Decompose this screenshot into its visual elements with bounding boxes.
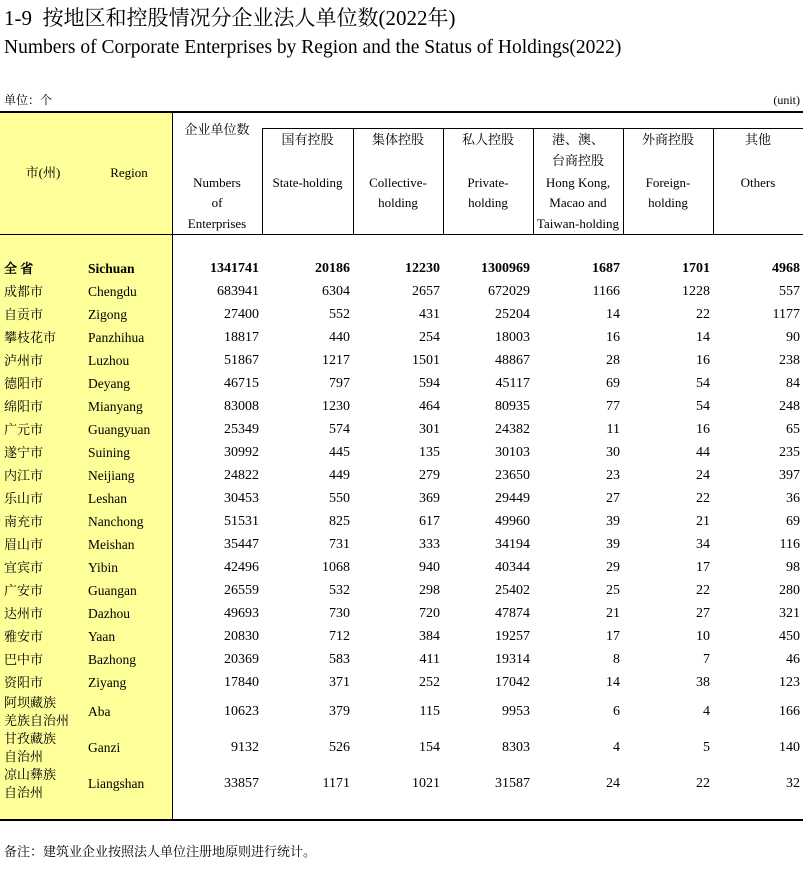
- cell-private-holding: 17042: [495, 674, 530, 690]
- region-name-english: Nanchong: [88, 513, 144, 529]
- table-row: [0, 510, 803, 533]
- cell-numbers-of-enterprises: 1341741: [210, 260, 259, 276]
- cell-hk-macao-taiwan-holding: 25: [606, 582, 620, 598]
- table-row: [0, 303, 803, 326]
- cell-collective-holding: 298: [419, 582, 440, 598]
- region-name-line: 成都市: [4, 283, 44, 299]
- region-name-line: 攀枝花市: [4, 329, 57, 345]
- cell-hk-macao-taiwan-holding: 16: [606, 329, 620, 345]
- header-foreign-holding-zh: 外商控股: [641, 132, 694, 147]
- cell-numbers-of-enterprises: 30453: [224, 490, 259, 506]
- cell-hk-macao-taiwan-holding: 27: [606, 490, 620, 506]
- header-others: [713, 0, 803, 235]
- cell-private-holding: 47874: [495, 605, 530, 621]
- region-name-english: Suining: [88, 444, 131, 460]
- cell-numbers-of-enterprises: 17840: [224, 674, 259, 690]
- header-state-holding-zh: 国有控股: [281, 132, 334, 147]
- region-name-english: Yaan: [88, 628, 116, 644]
- cell-foreign-holding: 22: [696, 306, 710, 322]
- cell-private-holding: 48867: [495, 352, 530, 368]
- cell-collective-holding: 594: [419, 375, 440, 391]
- cell-others: 450: [779, 628, 800, 644]
- region-name-english: Zigong: [88, 306, 127, 322]
- cell-foreign-holding: 1228: [682, 283, 710, 299]
- header-private-holding: [443, 0, 533, 235]
- region-name-chinese: [0, 766, 86, 802]
- cell-state-holding: 371: [329, 674, 350, 690]
- cell-collective-holding: 12230: [405, 260, 440, 276]
- region-name-line: 全 省: [4, 260, 34, 276]
- region-name-english: Sichuan: [88, 260, 135, 276]
- cell-numbers-of-enterprises: 83008: [224, 398, 259, 414]
- region-name-line: 阿坝藏族: [4, 695, 57, 710]
- page-title-chinese: 1-9 按地区和控股情况分企业法人单位数(2022年): [4, 6, 456, 30]
- header-collective-holding-en: Collective-: [369, 175, 427, 190]
- region-name-chinese: [0, 533, 86, 556]
- table-row: [0, 730, 803, 766]
- cell-private-holding: 29449: [495, 490, 530, 506]
- cell-numbers-of-enterprises: 51867: [224, 352, 259, 368]
- region-name-english: Ganzi: [88, 740, 121, 755]
- cell-hk-macao-taiwan-holding: 17: [606, 628, 620, 644]
- region-name-english: Aba: [88, 704, 111, 719]
- header-hk-macao-taiwan-holding-en: Macao and: [549, 195, 607, 210]
- header-total-en-line: of: [211, 195, 223, 210]
- table-row: [0, 671, 803, 694]
- cell-others: 84: [786, 375, 800, 391]
- header-private-holding-en: Private-: [467, 175, 509, 190]
- cell-foreign-holding: 22: [696, 776, 710, 791]
- cell-state-holding: 526: [329, 740, 350, 755]
- table-row: [0, 487, 803, 510]
- region-name-line: 甘孜藏族: [4, 731, 57, 746]
- cell-private-holding: 40344: [495, 559, 530, 575]
- region-name-chinese: [0, 694, 86, 730]
- region-name-chinese: [0, 257, 86, 280]
- header-foreign-holding-en: Foreign-: [645, 175, 691, 190]
- unit-label-english: (unit): [773, 93, 800, 107]
- cell-private-holding: 34194: [495, 536, 530, 552]
- cell-collective-holding: 720: [419, 605, 440, 621]
- header-collective-holding: [353, 0, 443, 235]
- cell-numbers-of-enterprises: 24822: [224, 467, 259, 483]
- cell-foreign-holding: 14: [696, 329, 710, 345]
- region-name-line: 凉山彝族: [4, 767, 57, 782]
- cell-numbers-of-enterprises: 683941: [217, 283, 259, 299]
- region-name-chinese: [0, 280, 86, 303]
- cell-hk-macao-taiwan-holding: 14: [606, 674, 620, 690]
- region-name-line: 内江市: [4, 467, 44, 483]
- cell-collective-holding: 333: [419, 536, 440, 552]
- cell-numbers-of-enterprises: 51531: [224, 513, 259, 529]
- cell-others: 235: [779, 444, 800, 460]
- cell-foreign-holding: 24: [696, 467, 710, 483]
- cell-private-holding: 24382: [495, 421, 530, 437]
- region-name-english: Deyang: [88, 375, 130, 391]
- header-region-chinese-label: 市(州): [25, 165, 61, 180]
- cell-foreign-holding: 17: [696, 559, 710, 575]
- table-row: [0, 648, 803, 671]
- cell-state-holding: 712: [329, 628, 350, 644]
- cell-collective-holding: 254: [419, 329, 440, 345]
- cell-foreign-holding: 22: [696, 582, 710, 598]
- cell-state-holding: 825: [329, 513, 350, 529]
- cell-others: 116: [779, 536, 800, 552]
- region-name-line: 达州市: [4, 605, 44, 621]
- region-name-line: 遂宁市: [4, 444, 44, 460]
- cell-private-holding: 23650: [495, 467, 530, 483]
- region-name-line: 南充市: [4, 513, 44, 529]
- footnote: 备注：建筑业企业按照法人单位注册地原则进行统计。: [4, 844, 317, 859]
- region-name-chinese: [0, 648, 86, 671]
- cell-collective-holding: 1021: [412, 776, 440, 791]
- region-name-english: Leshan: [88, 490, 127, 506]
- cell-private-holding: 49960: [495, 513, 530, 529]
- cell-foreign-holding: 22: [696, 490, 710, 506]
- region-name-chinese: [0, 464, 86, 487]
- cell-state-holding: 583: [329, 651, 350, 667]
- cell-state-holding: 6304: [322, 283, 350, 299]
- header-foreign-holding: [623, 0, 713, 235]
- cell-foreign-holding: 7: [703, 651, 710, 667]
- cell-others: 397: [779, 467, 800, 483]
- cell-state-holding: 797: [329, 375, 350, 391]
- cell-others: 4968: [772, 260, 800, 276]
- cell-foreign-holding: 5: [703, 740, 710, 755]
- header-hk-macao-taiwan-holding-zh: 台商控股: [551, 153, 604, 168]
- cell-others: 280: [779, 582, 800, 598]
- region-name-line: 自治州: [4, 749, 44, 764]
- cell-state-holding: 532: [329, 582, 350, 598]
- cell-hk-macao-taiwan-holding: 28: [606, 352, 620, 368]
- cell-state-holding: 731: [329, 536, 350, 552]
- header-total-en-line: Numbers: [193, 175, 241, 190]
- cell-hk-macao-taiwan-holding: 8: [613, 651, 620, 667]
- cell-numbers-of-enterprises: 10623: [224, 704, 259, 719]
- cell-numbers-of-enterprises: 20369: [224, 651, 259, 667]
- cell-collective-holding: 135: [419, 444, 440, 460]
- cell-state-holding: 20186: [315, 260, 350, 276]
- table-row: [0, 533, 803, 556]
- table-row: [0, 556, 803, 579]
- cell-hk-macao-taiwan-holding: 1166: [592, 283, 620, 299]
- cell-collective-holding: 464: [419, 398, 440, 414]
- cell-others: 65: [786, 421, 800, 437]
- header-private-holding-en: holding: [468, 195, 508, 210]
- cell-hk-macao-taiwan-holding: 24: [606, 776, 620, 791]
- cell-numbers-of-enterprises: 42496: [224, 559, 259, 575]
- cell-hk-macao-taiwan-holding: 29: [606, 559, 620, 575]
- cell-state-holding: 1171: [322, 776, 350, 791]
- header-collective-holding-zh: 集体控股: [371, 132, 424, 147]
- header-total-zh: 企业单位数: [184, 122, 250, 137]
- header-region-chinese: [0, 0, 86, 235]
- header-state-holding-en: State-holding: [272, 175, 343, 190]
- cell-state-holding: 550: [329, 490, 350, 506]
- table-row: [0, 694, 803, 730]
- cell-others: 46: [786, 651, 800, 667]
- table-row-total: [0, 257, 803, 280]
- cell-foreign-holding: 1701: [682, 260, 710, 276]
- region-name-chinese: [0, 579, 86, 602]
- cell-collective-holding: 301: [419, 421, 440, 437]
- cell-collective-holding: 154: [419, 740, 440, 755]
- cell-others: 69: [786, 513, 800, 529]
- header-state-holding: [262, 0, 353, 235]
- cell-collective-holding: 252: [419, 674, 440, 690]
- cell-numbers-of-enterprises: 25349: [224, 421, 259, 437]
- cell-others: 238: [779, 352, 800, 368]
- cell-hk-macao-taiwan-holding: 1687: [592, 260, 620, 276]
- region-name-chinese: [0, 556, 86, 579]
- cell-state-holding: 379: [329, 704, 350, 719]
- cell-state-holding: 449: [329, 467, 350, 483]
- table-row: [0, 579, 803, 602]
- region-name-english: Luzhou: [88, 352, 130, 368]
- region-name-chinese: [0, 487, 86, 510]
- header-region-english: [86, 0, 172, 235]
- table-row: [0, 395, 803, 418]
- cell-others: 321: [779, 605, 800, 621]
- header-hk-macao-taiwan-holding: [533, 0, 623, 235]
- region-name-line: 广元市: [4, 421, 44, 437]
- cell-state-holding: 445: [329, 444, 350, 460]
- cell-others: 123: [779, 674, 800, 690]
- cell-hk-macao-taiwan-holding: 39: [606, 536, 620, 552]
- region-name-chinese: [0, 303, 86, 326]
- region-name-english: Bazhong: [88, 651, 136, 667]
- header-total-en-line: Enterprises: [187, 216, 247, 231]
- region-name-english: Panzhihua: [88, 329, 145, 345]
- cell-numbers-of-enterprises: 30992: [224, 444, 259, 460]
- region-name-chinese: [0, 349, 86, 372]
- cell-state-holding: 552: [329, 306, 350, 322]
- region-name-line: 绵阳市: [4, 398, 44, 414]
- region-name-english: Yibin: [88, 559, 119, 575]
- cell-others: 32: [786, 776, 800, 791]
- header-collective-holding-en: holding: [378, 195, 418, 210]
- region-name-english: Chengdu: [88, 283, 137, 299]
- cell-others: 1177: [772, 306, 800, 322]
- cell-foreign-holding: 34: [696, 536, 710, 552]
- header-numbers-of-enterprises: [172, 0, 262, 235]
- cell-hk-macao-taiwan-holding: 4: [613, 740, 620, 755]
- cell-collective-holding: 2657: [412, 283, 440, 299]
- region-name-line: 乐山市: [4, 490, 44, 506]
- cell-others: 166: [779, 704, 800, 719]
- cell-others: 36: [786, 490, 800, 506]
- cell-others: 98: [786, 559, 800, 575]
- region-name-chinese: [0, 441, 86, 464]
- region-name-line: 羌族自治州: [4, 713, 70, 728]
- cell-hk-macao-taiwan-holding: 77: [606, 398, 620, 414]
- header-private-holding-zh: 私人控股: [461, 132, 514, 147]
- region-name-line: 自贡市: [4, 306, 44, 322]
- cell-numbers-of-enterprises: 49693: [224, 605, 259, 621]
- table-row: [0, 602, 803, 625]
- region-name-english: Guangan: [88, 582, 137, 598]
- cell-private-holding: 30103: [495, 444, 530, 460]
- region-name-line: 宜宾市: [4, 559, 44, 575]
- cell-foreign-holding: 16: [696, 421, 710, 437]
- cell-foreign-holding: 4: [703, 704, 710, 719]
- cell-numbers-of-enterprises: 46715: [224, 375, 259, 391]
- region-name-english: Meishan: [88, 536, 135, 552]
- cell-private-holding: 25402: [495, 582, 530, 598]
- cell-foreign-holding: 21: [696, 513, 710, 529]
- cell-state-holding: 574: [329, 421, 350, 437]
- region-name-line: 雅安市: [4, 628, 44, 644]
- cell-collective-holding: 1501: [412, 352, 440, 368]
- header-hk-macao-taiwan-holding-zh: 港、澳、: [551, 132, 604, 147]
- cell-foreign-holding: 10: [696, 628, 710, 644]
- cell-foreign-holding: 16: [696, 352, 710, 368]
- cell-private-holding: 31587: [495, 776, 530, 791]
- cell-private-holding: 80935: [495, 398, 530, 414]
- table-row: [0, 326, 803, 349]
- cell-private-holding: 9953: [502, 704, 530, 719]
- region-name-line: 德阳市: [4, 375, 44, 391]
- cell-foreign-holding: 54: [696, 398, 710, 414]
- cell-private-holding: 25204: [495, 306, 530, 322]
- table-row: [0, 625, 803, 648]
- region-name-line: 眉山市: [4, 536, 44, 552]
- table-row: [0, 766, 803, 802]
- cell-hk-macao-taiwan-holding: 21: [606, 605, 620, 621]
- region-name-chinese: [0, 510, 86, 533]
- region-name-chinese: [0, 372, 86, 395]
- cell-numbers-of-enterprises: 27400: [224, 306, 259, 322]
- cell-numbers-of-enterprises: 9132: [231, 740, 259, 755]
- region-name-english: Liangshan: [88, 776, 145, 791]
- cell-state-holding: 1217: [322, 352, 350, 368]
- region-name-english: Ziyang: [88, 674, 127, 690]
- cell-collective-holding: 369: [419, 490, 440, 506]
- cell-others: 557: [779, 283, 800, 299]
- cell-hk-macao-taiwan-holding: 14: [606, 306, 620, 322]
- cell-hk-macao-taiwan-holding: 6: [613, 704, 620, 719]
- cell-numbers-of-enterprises: 33857: [224, 776, 259, 791]
- cell-others: 90: [786, 329, 800, 345]
- table-row: [0, 280, 803, 303]
- cell-foreign-holding: 44: [696, 444, 710, 460]
- header-foreign-holding-en: holding: [648, 195, 688, 210]
- cell-collective-holding: 411: [419, 651, 440, 667]
- table-body: [0, 257, 803, 802]
- cell-numbers-of-enterprises: 20830: [224, 628, 259, 644]
- table-row: [0, 464, 803, 487]
- unit-label-chinese: 单位：个: [4, 93, 53, 107]
- region-name-english: Guangyuan: [88, 421, 151, 437]
- cell-state-holding: 730: [329, 605, 350, 621]
- cell-state-holding: 1230: [322, 398, 350, 414]
- cell-foreign-holding: 27: [696, 605, 710, 621]
- cell-private-holding: 18003: [495, 329, 530, 345]
- cell-state-holding: 440: [329, 329, 350, 345]
- cell-others: 248: [779, 398, 800, 414]
- cell-foreign-holding: 54: [696, 375, 710, 391]
- cell-others: 140: [779, 740, 800, 755]
- cell-state-holding: 1068: [322, 559, 350, 575]
- header-hk-macao-taiwan-holding-en: Hong Kong,: [545, 175, 611, 190]
- header-others-en: Others: [740, 175, 776, 190]
- cell-collective-holding: 384: [419, 628, 440, 644]
- cell-collective-holding: 431: [419, 306, 440, 322]
- region-name-line: 广安市: [4, 582, 44, 598]
- cell-numbers-of-enterprises: 26559: [224, 582, 259, 598]
- header-region-english-label: Region: [110, 165, 148, 180]
- cell-private-holding: 8303: [502, 740, 530, 755]
- region-name-line: 巴中市: [4, 651, 44, 667]
- table-row: [0, 372, 803, 395]
- region-name-english: Mianyang: [88, 398, 143, 414]
- cell-private-holding: 1300969: [481, 260, 530, 276]
- region-name-line: 泸州市: [4, 352, 44, 368]
- cell-private-holding: 45117: [495, 375, 530, 391]
- region-name-line: 资阳市: [4, 674, 44, 690]
- table-row: [0, 418, 803, 441]
- cell-hk-macao-taiwan-holding: 11: [606, 421, 620, 437]
- cell-hk-macao-taiwan-holding: 23: [606, 467, 620, 483]
- header-others-zh: 其他: [744, 132, 771, 147]
- cell-collective-holding: 617: [419, 513, 440, 529]
- header-hk-macao-taiwan-holding-en: Taiwan-holding: [536, 216, 620, 231]
- cell-collective-holding: 940: [419, 559, 440, 575]
- region-name-chinese: [0, 671, 86, 694]
- page-title-english: Numbers of Corporate Enterprises by Region and the Status of Holdings(2022): [4, 37, 622, 58]
- region-name-chinese: [0, 395, 86, 418]
- region-name-chinese: [0, 730, 86, 766]
- table-row: [0, 441, 803, 464]
- table-bottom-rule: [0, 819, 803, 821]
- cell-collective-holding: 115: [419, 704, 440, 719]
- region-name-chinese: [0, 326, 86, 349]
- cell-foreign-holding: 38: [696, 674, 710, 690]
- region-name-english: Neijiang: [88, 467, 135, 483]
- cell-hk-macao-taiwan-holding: 69: [606, 375, 620, 391]
- region-name-english: Dazhou: [88, 605, 130, 621]
- region-name-chinese: [0, 418, 86, 441]
- cell-numbers-of-enterprises: 35447: [224, 536, 259, 552]
- region-name-line: 自治州: [4, 785, 44, 800]
- cell-hk-macao-taiwan-holding: 30: [606, 444, 620, 460]
- cell-collective-holding: 279: [419, 467, 440, 483]
- cell-hk-macao-taiwan-holding: 39: [606, 513, 620, 529]
- cell-private-holding: 19257: [495, 628, 530, 644]
- cell-private-holding: 19314: [495, 651, 530, 667]
- cell-numbers-of-enterprises: 18817: [224, 329, 259, 345]
- cell-private-holding: 672029: [488, 283, 530, 299]
- region-name-chinese: [0, 602, 86, 625]
- region-name-chinese: [0, 625, 86, 648]
- table-row: [0, 349, 803, 372]
